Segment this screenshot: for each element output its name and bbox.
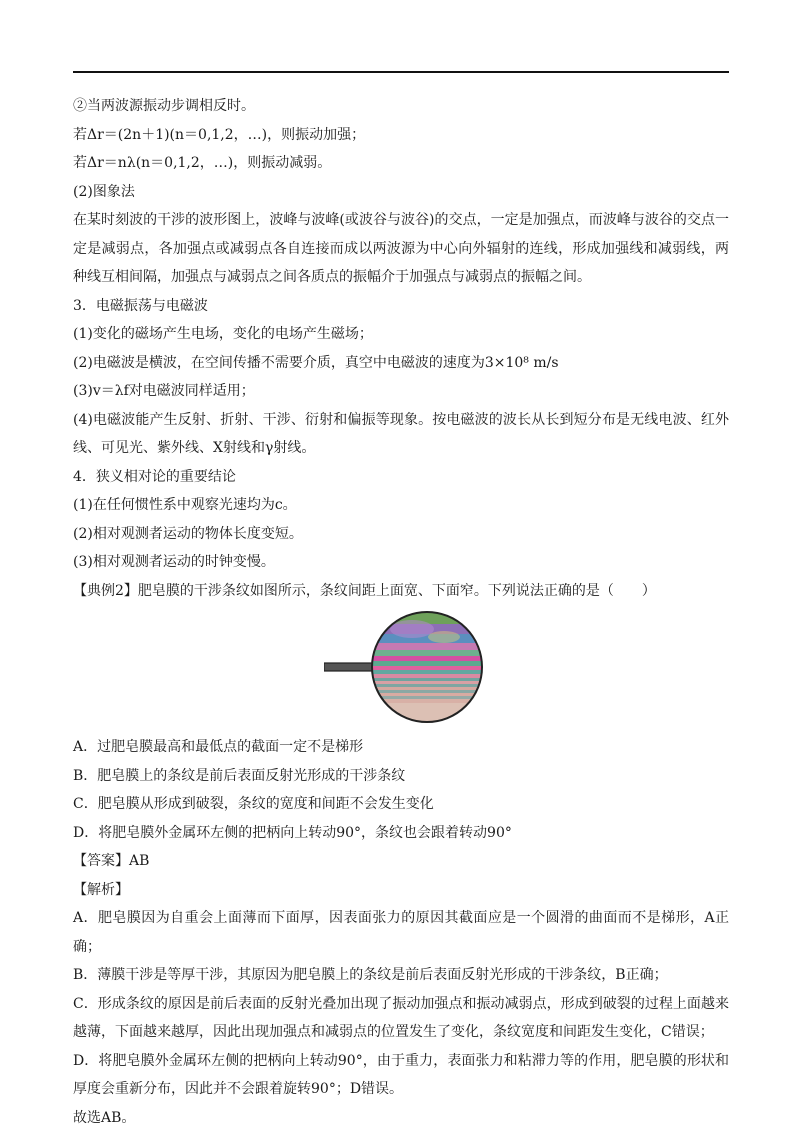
analysis-a: A．肥皂膜因为自重会上面薄而下面厚，因表面张力的原因其截面应是一个圆滑的曲面而不是梯形，A正确； xyxy=(73,910,729,955)
list-item: (3)v＝λf对电磁波同样适用； xyxy=(73,383,255,399)
text-line: ②当两波源振动步调相反时。 xyxy=(73,98,255,114)
soap-film-figure xyxy=(73,605,729,733)
soap-film-image xyxy=(324,607,484,729)
conclusion: 故选AB。 xyxy=(73,1109,136,1126)
text-line: 若Δr＝(2n＋1)(n＝0,1,2，…)，则振动加强； xyxy=(73,126,366,143)
example-title: 【典例2】肥皂膜的干涉条纹如图所示，条纹间距上面宽、下面窄。下列说法正确的是（ ） xyxy=(73,582,656,599)
header-rule xyxy=(73,71,729,73)
option-b: B．肥皂膜上的条纹是前后表面反射光形成的干涉条纹 xyxy=(73,767,406,784)
list-item: (1)在任何惯性系中观察光速均为c。 xyxy=(73,497,297,513)
analysis-d: D．将肥皂膜外金属环左侧的把柄向上转动90°，由于重力，表面张力和粘滞力等的作用，肥皂膜的形状和厚度会重新分布，因此并不会跟着旋转90°；D错误。 xyxy=(73,1052,729,1097)
list-item: (4)电磁波能产生反射、折射、干涉、衍射和偏振等现象。按电磁波的波长从长到短分布是无线电波、红外线、可见光、紫外线、X射线和γ射线。 xyxy=(73,411,729,456)
option-a: A．过肥皂膜最高和最低点的截面一定不是梯形 xyxy=(73,739,364,755)
document-body xyxy=(73,92,729,1132)
answer-label: 【答案】AB xyxy=(73,853,150,869)
option-c: C．肥皂膜从形成到破裂，条纹的宽度和间距不会发生变化 xyxy=(73,796,434,812)
interference-disc xyxy=(369,607,484,729)
list-item: (2)电磁波是横波，在空间传播不需要介质，真空中电磁波的速度为3×10⁸ m/s xyxy=(73,354,559,371)
option-d: D．将肥皂膜外金属环左侧的把柄向上转动90°，条纹也会跟着转动90° xyxy=(73,824,512,841)
metal-handle xyxy=(324,663,379,671)
analysis-c: C．形成条纹的原因是前后表面的反射光叠加出现了振动加强点和振动减弱点，形成到破裂的过程上面越来越薄，下面越来越厚，因此出现加强点和减弱点的位置发生了变化，条纹宽度和间距发生变化，C错误； xyxy=(73,995,729,1040)
analysis-b: B．薄膜干涉是等厚干涉，其原因为肥皂膜上的条纹是前后表面反射光形成的干涉条纹，B正确； xyxy=(73,967,668,983)
list-item: (3)相对观测者运动的时钟变慢。 xyxy=(73,554,275,570)
analysis-heading: 【解析】 xyxy=(73,881,129,898)
section-heading: 4．狭义相对论的重要结论 xyxy=(73,468,236,485)
paragraph-image-method: 在某时刻波的干涉的波形图上，波峰与波峰(或波谷与波谷)的交点，一定是加强点，而波峰与波谷的交点一定是减弱点，各加强点或减弱点各自连接而成以两波源为中心向外辐射的连线，形成加强线和减弱线，两种线互相间隔，加强点与减弱点之间各质点的振幅介于加强点与减弱点的振幅之间。 xyxy=(73,212,729,285)
text-line: 若Δr＝nλ(n＝0,1,2，…)，则振动减弱。 xyxy=(73,155,332,171)
section-heading: 3．电磁振荡与电磁波 xyxy=(73,297,208,314)
list-item: (2)相对观测者运动的物体长度变短。 xyxy=(73,525,303,542)
section-label: (2)图象法 xyxy=(73,183,135,200)
list-item: (1)变化的磁场产生电场，变化的电场产生磁场； xyxy=(73,326,373,342)
